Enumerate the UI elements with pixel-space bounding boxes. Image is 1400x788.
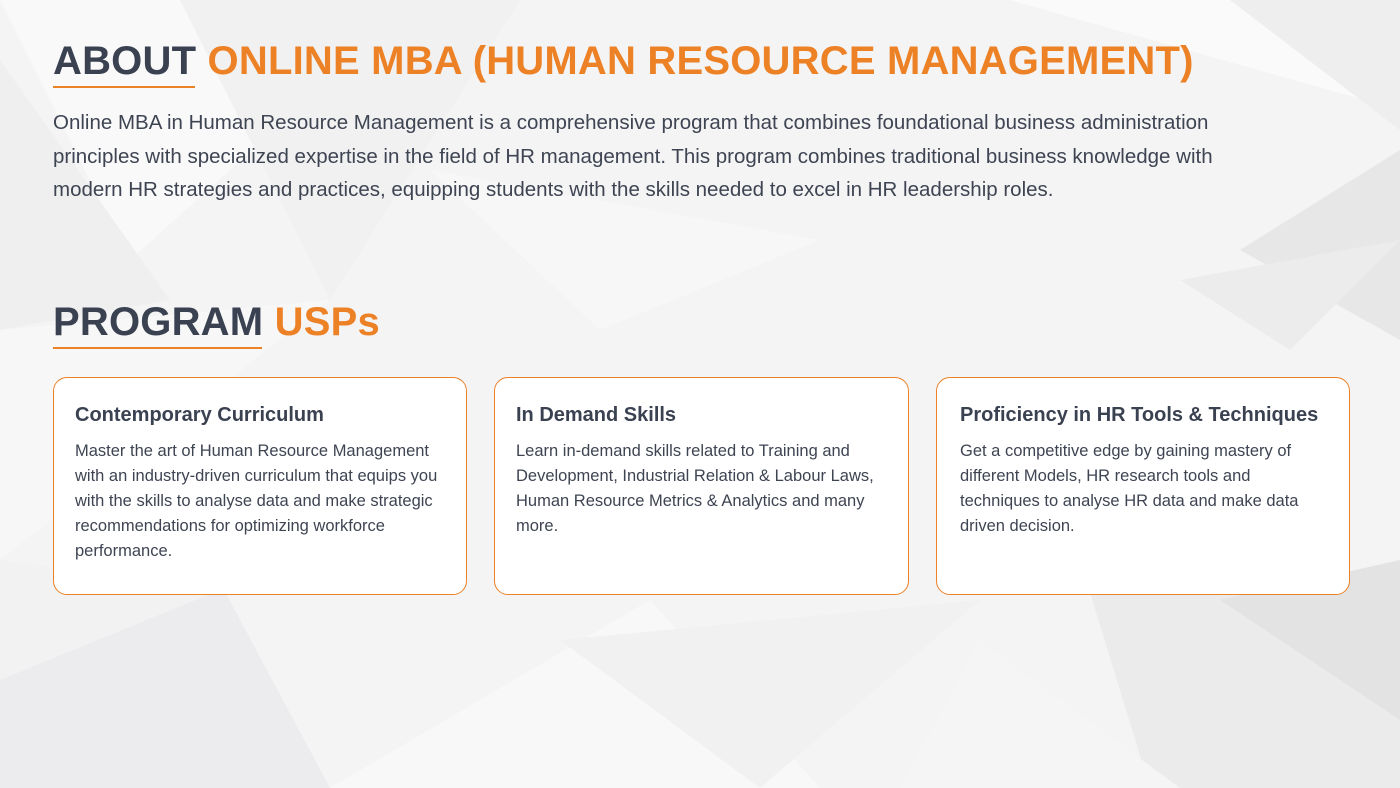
- usp-card-title: Proficiency in HR Tools & Techniques: [960, 404, 1319, 426]
- about-heading: [53, 37, 1194, 85]
- usp-heading-accent: USPs: [274, 300, 380, 344]
- usp-card-hr-tools-techniques: [936, 377, 1350, 595]
- about-heading-accent: ONLINE MBA (HUMAN RESOURCE MANAGEMENT): [207, 39, 1194, 83]
- usp-card-body: Learn in-demand skills related to Training and Development, Industrial Relation & Labour Laws, Human Resource Metrics & Analytics and many more.: [516, 442, 874, 535]
- about-heading-plain: ABOUT: [53, 39, 197, 83]
- usp-card-body: Master the art of Human Resource Management with an industry-driven curriculum that equips you with the skills to analyse data and make strategic recommendations for optimizing workforce performance.: [75, 442, 438, 560]
- program-description: Online MBA in Human Resource Management is a comprehensive program that combines foundational business administration principles with specialized expertise in the field of HR management. This program combines traditional business knowledge with modern HR strategies and practices, equipping students with the skills needed to excel in HR leadership roles.: [53, 111, 1213, 202]
- usp-heading-underline: [53, 347, 262, 349]
- usp-card-title: In Demand Skills: [516, 404, 677, 426]
- usp-card-contemporary-curriculum: [53, 377, 467, 595]
- usp-card-body: Get a competitive edge by gaining mastery of different Models, HR research tools and techniques to analyse HR data and make data driven decision.: [960, 442, 1299, 535]
- about-heading-underline: [53, 86, 195, 88]
- usp-heading-plain: PROGRAM: [53, 300, 264, 344]
- usp-card-title: Contemporary Curriculum: [75, 404, 324, 426]
- usp-heading: [53, 298, 380, 346]
- usp-card-in-demand-skills: [494, 377, 909, 595]
